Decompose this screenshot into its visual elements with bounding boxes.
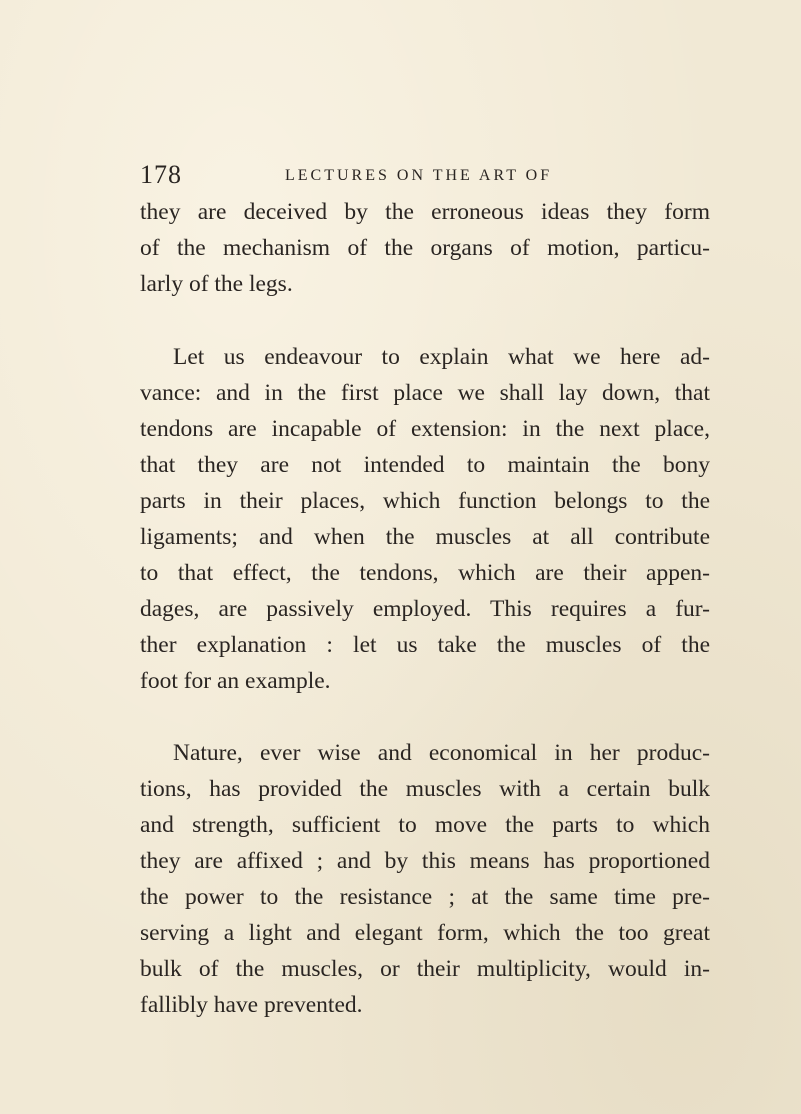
text-line: fallibly have prevented. (140, 992, 363, 1018)
page-number: 178 (140, 160, 182, 189)
paragraph-2 (140, 339, 710, 699)
text-line: serving a light and elegant form, which the too great (140, 920, 710, 946)
page-header (140, 160, 700, 190)
text-line: Let us endeavour to explain what we here ad- (173, 344, 710, 370)
text-line: ligaments; and when the muscles at all contribute (140, 524, 710, 550)
text-line: tendons are incapable of extension: in the next place, (140, 416, 710, 442)
text-line: of the mechanism of the organs of motion, particu- (140, 235, 710, 261)
text-line: larly of the legs. (140, 271, 293, 297)
text-line: Nature, ever wise and economical in her produc- (173, 740, 710, 766)
text-line: they are deceived by the erroneous ideas they form (140, 199, 710, 225)
text-line: and strength, sufficient to move the parts to which (140, 812, 710, 838)
text-line: vance: and in the first place we shall lay down, that (140, 380, 710, 406)
text-line: they are affixed ; and by this means has proportioned (140, 848, 710, 874)
text-line: bulk of the muscles, or their multiplicity, would in- (140, 956, 710, 982)
paragraph-1 (140, 194, 710, 302)
running-head: LECTURES ON THE ART OF (285, 167, 553, 184)
paragraph-3 (140, 735, 710, 1023)
text-line: the power to the resistance ; at the same time pre- (140, 884, 710, 910)
text-line: ther explanation : let us take the muscles of the (140, 632, 710, 658)
text-line: dages, are passively employed. This requires a fur- (140, 596, 710, 622)
text-line: that they are not intended to maintain the bony (140, 452, 710, 478)
text-line: foot for an example. (140, 668, 331, 694)
text-line: parts in their places, which function belongs to the (140, 488, 710, 514)
text-line: tions, has provided the muscles with a certain bulk (140, 776, 710, 802)
text-line: to that effect, the tendons, which are their appen- (140, 560, 710, 586)
